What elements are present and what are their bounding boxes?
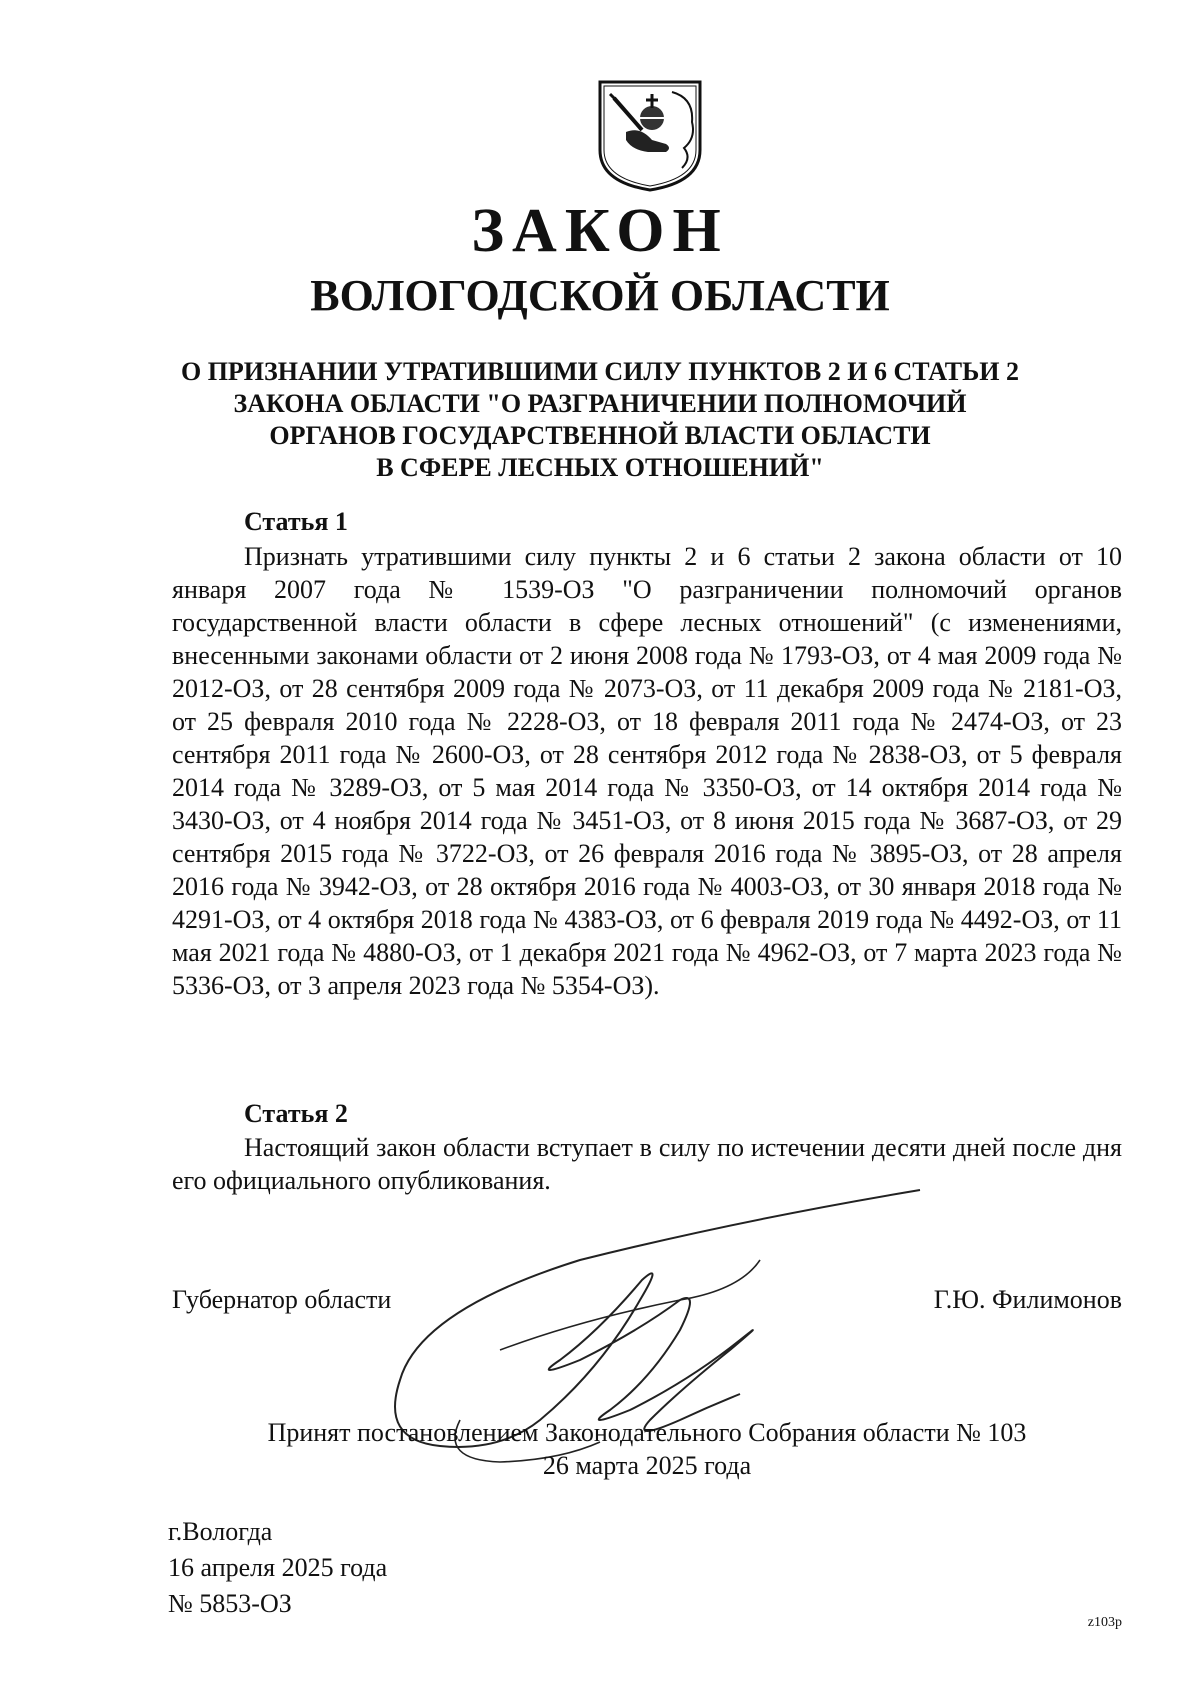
document-title: ЗАКОН bbox=[471, 197, 729, 265]
article-1-text: Признать утратившими силу пункты 2 и 6 статьи 2 закона области от 10 января 2007 года № 1539-ОЗ "О разграничении полномочий органов государственной власти области в сфере лесных отношений" (с изменениями, внесенными законами области от 2 июня 2008 года № 1793-ОЗ, от 4 мая 2009 года № 2012-ОЗ, от 28 сентября 2009 года № 2073-ОЗ, от 11 декабря 2009 года № 2181-ОЗ, от 25 февраля 2010 года № 2228-ОЗ, от 18 февраля 2011 года № 2474-ОЗ, от 23 сентября 2011 года № 2600-ОЗ, от 28 сентября 2012 года № 2838-ОЗ, от 5 февраля 2014 года № 3289-ОЗ, от 5 мая 2014 года № 3350-ОЗ, от 14 октября 2014 года № 3430-ОЗ, от 4 ноября 2014 года № 3451-ОЗ, от 8 июня 2015 года № 3687-ОЗ, от 29 сентября 2015 года № 3722-ОЗ, от 26 февраля 2016 года № 3895-ОЗ, от 28 апреля 2016 года № 3942-ОЗ, от 28 октября 2016 года № 4003-ОЗ, от 30 января 2018 года № 4291-ОЗ, от 4 октября 2018 года № 4383-ОЗ, от 6 февраля 2019 года № 4492-ОЗ, от 11 мая 2021 года № 4880-ОЗ, от 1 декабря 2021 года № 4962-ОЗ, от 7 марта 2023 года № 5336-ОЗ, от 3 апреля 2023 года № 5354-ОЗ). bbox=[172, 542, 1122, 1000]
adoption-date: 26 марта 2025 года bbox=[542, 1451, 752, 1480]
adoption-info bbox=[172, 1416, 1122, 1482]
document-code: z103p bbox=[1087, 1615, 1122, 1630]
city: г.Вологда bbox=[168, 1517, 273, 1546]
coat-of-arms-emblem bbox=[596, 78, 704, 194]
signatory-name: Г.Ю. Филимонов bbox=[933, 1285, 1122, 1314]
adoption-resolution: Принят постановлением Законодательного Собрания области № 103 bbox=[267, 1418, 1027, 1447]
law-name-line: ЗАКОНА ОБЛАСТИ "О РАЗГРАНИЧЕНИИ ПОЛНОМОЧИЙ bbox=[233, 389, 967, 418]
law-name-line: О ПРИЗНАНИИ УТРАТИВШИМИ СИЛУ ПУНКТОВ 2 И 6 СТАТЬИ 2 bbox=[180, 357, 1020, 386]
law-name-line: В СФЕРЕ ЛЕСНЫХ ОТНОШЕНИЙ" bbox=[376, 453, 824, 482]
law-number: № 5853-ОЗ bbox=[168, 1589, 292, 1618]
law-name bbox=[120, 356, 1080, 484]
law-name-line: ОРГАНОВ ГОСУДАРСТВЕННОЙ ВЛАСТИ ОБЛАСТИ bbox=[269, 421, 931, 450]
document-subtitle: ВОЛОГОДСКОЙ ОБЛАСТИ bbox=[310, 271, 890, 320]
article-1-heading: Статья 1 bbox=[244, 507, 348, 536]
signatory-position: Губернатор области bbox=[172, 1285, 392, 1314]
article-2-heading: Статья 2 bbox=[244, 1099, 348, 1128]
signing-date: 16 апреля 2025 года bbox=[168, 1553, 388, 1582]
article-2-text: Настоящий закон области вступает в силу по истечении десяти дней после дня его официального опубликования. bbox=[172, 1133, 1122, 1195]
place-and-date bbox=[168, 1514, 387, 1622]
